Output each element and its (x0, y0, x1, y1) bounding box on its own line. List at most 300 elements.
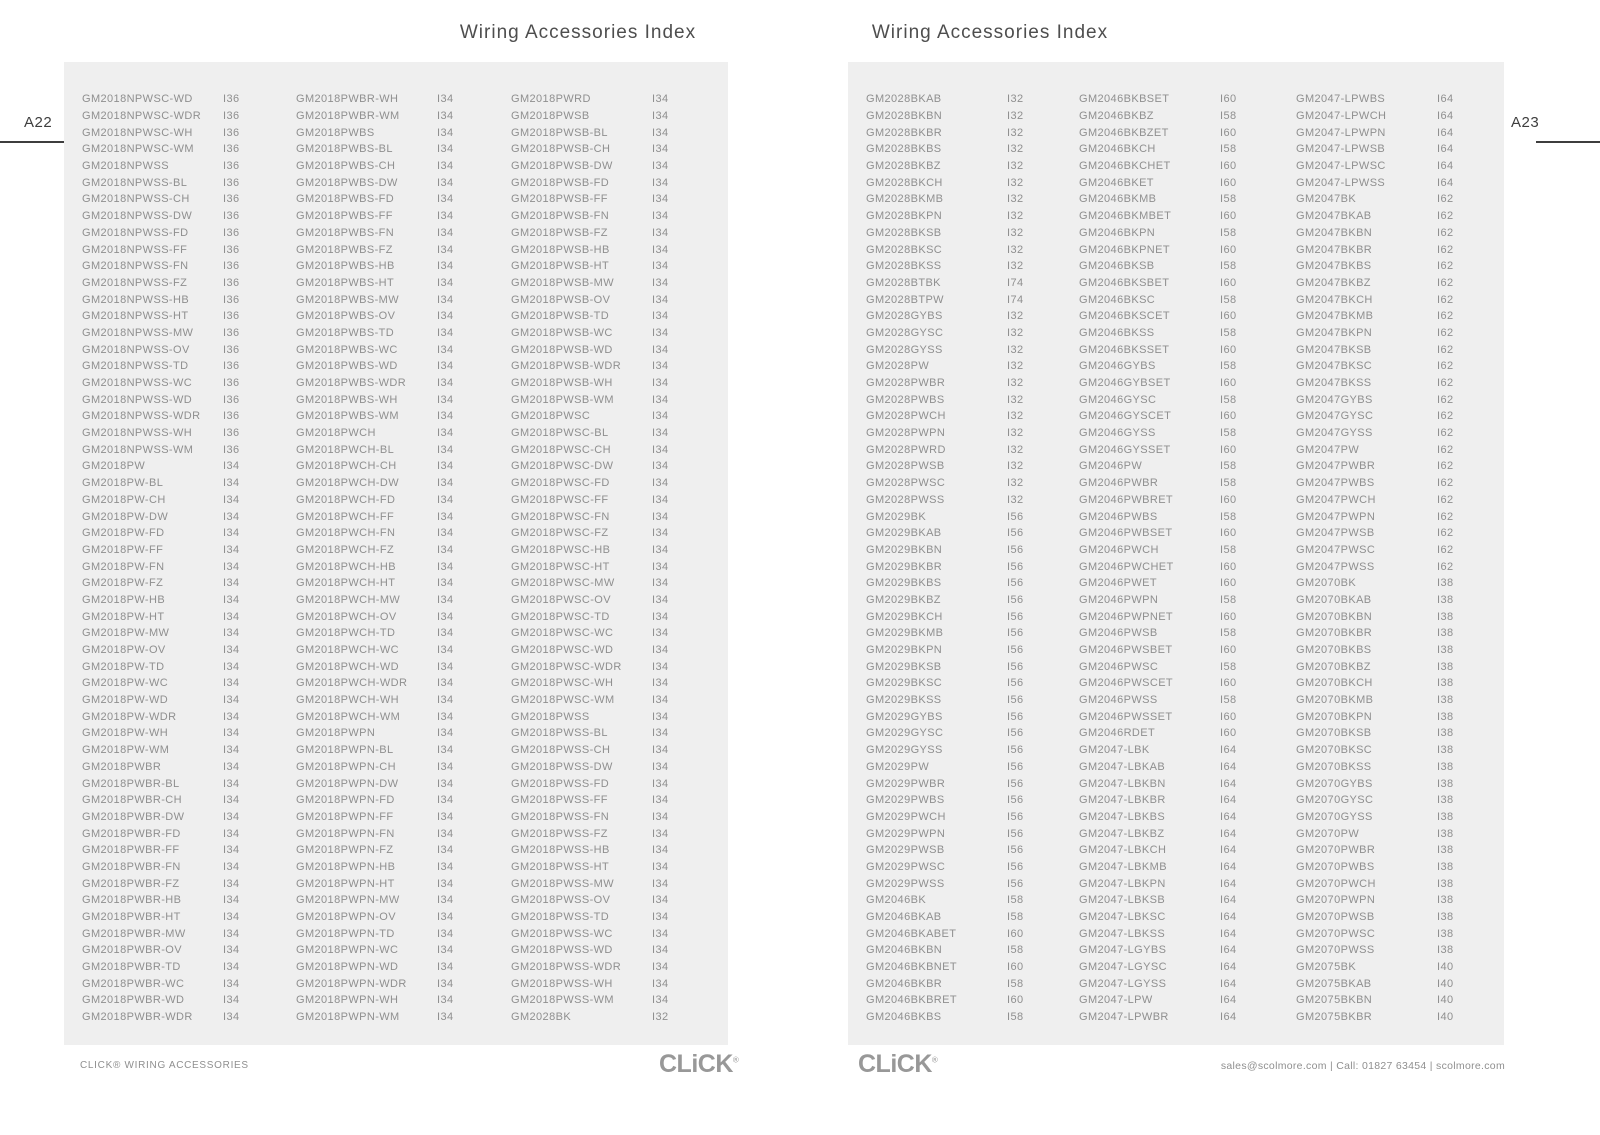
index-row (1079, 475, 1254, 492)
product-code: GM2046BKBR (866, 977, 943, 990)
product-code: GM2028BKBN (866, 110, 943, 123)
index-row (1296, 241, 1471, 258)
index-row (1079, 759, 1254, 776)
index-row (1296, 542, 1471, 559)
index-row (1079, 108, 1254, 125)
index-row (1079, 508, 1254, 525)
index-row (1079, 792, 1254, 809)
index-row (82, 859, 257, 876)
product-code: GM2070GYBS (1296, 777, 1373, 790)
index-column (511, 91, 686, 1026)
page-ref: I60 (1220, 276, 1237, 289)
index-row (1296, 925, 1471, 942)
index-row (866, 475, 1041, 492)
click-logo-text: CLiCK (659, 1050, 733, 1078)
page-ref: I32 (1007, 410, 1024, 423)
index-row (296, 825, 471, 842)
page-ref: I32 (1007, 143, 1024, 156)
index-row (511, 725, 686, 742)
page-ref: I34 (652, 160, 669, 173)
page-ref: I38 (1437, 677, 1454, 690)
product-code: GM2018PWPN-TD (296, 927, 395, 940)
page-ref: I34 (223, 677, 240, 690)
page-ref: I38 (1437, 660, 1454, 673)
index-row (1079, 708, 1254, 725)
product-code: GM2018PWPN-HB (296, 860, 396, 873)
page-ref: I34 (437, 810, 454, 823)
index-row (1296, 859, 1471, 876)
page-title-left: Wiring Accessories Index (459, 22, 697, 43)
page-ref: I34 (437, 610, 454, 623)
product-code: GM2047-LBKBN (1079, 777, 1166, 790)
product-code: GM2018PWSC-BL (511, 427, 609, 440)
product-code: GM2029GYBS (866, 710, 943, 723)
index-row (1079, 992, 1254, 1009)
product-code: GM2018PWSS-FD (511, 777, 610, 790)
page-ref: I64 (1220, 777, 1237, 790)
product-code: GM2047BKBS (1296, 260, 1372, 273)
product-code: GM2046PWSB (1079, 627, 1158, 640)
page-ref: I62 (1437, 410, 1454, 423)
product-code: GM2047PWCH (1296, 493, 1376, 506)
product-code: GM2046RDET (1079, 727, 1156, 740)
product-code: GM2028PWCH (866, 410, 946, 423)
page-ref: I64 (1220, 894, 1237, 907)
page-ref: I34 (223, 493, 240, 506)
index-row (82, 174, 257, 191)
product-code: GM2018PWCH-DW (296, 477, 399, 490)
page-ref: I38 (1437, 794, 1454, 807)
product-code: GM2029PW (866, 760, 930, 773)
index-row (1296, 308, 1471, 325)
index-row (82, 358, 257, 375)
index-row (1079, 241, 1254, 258)
index-row (1079, 675, 1254, 692)
index-row (866, 275, 1041, 292)
page-ref: I60 (1220, 243, 1237, 256)
page-ref: I34 (437, 377, 454, 390)
product-code: GM2070GYSC (1296, 794, 1374, 807)
product-code: GM2047-LBKSC (1079, 911, 1166, 924)
page-ref: I34 (652, 143, 669, 156)
index-row (511, 425, 686, 442)
index-row (866, 191, 1041, 208)
product-code: GM2018PWSS-HT (511, 860, 610, 873)
product-code: GM2070BKPN (1296, 710, 1373, 723)
page-ref: I62 (1437, 260, 1454, 273)
product-code: GM2028BKBZ (866, 160, 941, 173)
page-ref: I60 (1220, 493, 1237, 506)
page-ref: I34 (652, 827, 669, 840)
product-code: GM2029PWSC (866, 860, 946, 873)
page-ref: I34 (652, 260, 669, 273)
index-column (1079, 91, 1254, 1026)
index-row (1079, 158, 1254, 175)
product-code: GM2018NPWSS-WH (82, 427, 193, 440)
page-ref: I34 (652, 610, 669, 623)
index-row (1079, 341, 1254, 358)
index-row (866, 291, 1041, 308)
index-row (1079, 208, 1254, 225)
product-code: GM2018PWSB-WC (511, 326, 613, 339)
index-row (296, 625, 471, 642)
page-ref: I34 (652, 293, 669, 306)
product-code: GM2047-LBKAB (1079, 760, 1166, 773)
index-row (1296, 708, 1471, 725)
page-ref: I58 (1007, 894, 1024, 907)
product-code: GM2018PWSS-CH (511, 744, 611, 757)
product-code: GM2018PWBR-BL (82, 777, 180, 790)
page-ref: I34 (652, 644, 669, 657)
page-ref: I64 (1437, 93, 1454, 106)
product-code: GM2018PWCH-FF (296, 510, 395, 523)
product-code: GM2018PWPN-MW (296, 894, 400, 907)
index-row (296, 708, 471, 725)
index-row (866, 975, 1041, 992)
product-code: GM2047-LPWSB (1296, 143, 1386, 156)
page-ref: I38 (1437, 727, 1454, 740)
index-page-left (64, 62, 728, 1045)
index-row (511, 492, 686, 509)
product-code: GM2018PWBS-CH (296, 160, 396, 173)
index-row (866, 492, 1041, 509)
index-row (82, 642, 257, 659)
product-code: GM2018PWRD (511, 93, 591, 106)
product-code: GM2018PWBS-FD (296, 193, 395, 206)
page-ref: I34 (437, 1011, 454, 1024)
product-code: GM2047GYBS (1296, 393, 1373, 406)
page-ref: I60 (1220, 126, 1237, 139)
page-ref: I56 (1007, 744, 1024, 757)
registered-mark: ® (732, 1055, 739, 1065)
page-ref: I38 (1437, 944, 1454, 957)
index-row (296, 942, 471, 959)
page-ref: I34 (652, 193, 669, 206)
product-code: GM2018PWCH-CH (296, 460, 397, 473)
index-row (1296, 959, 1471, 976)
product-code: GM2018PWCH-FN (296, 527, 396, 540)
index-row (82, 108, 257, 125)
product-code: GM2046BKCHET (1079, 160, 1171, 173)
product-code: GM2018PWBR-WC (82, 977, 185, 990)
product-code: GM2029BKMB (866, 627, 944, 640)
index-row (866, 842, 1041, 859)
page-ref: I36 (223, 276, 240, 289)
index-row (866, 408, 1041, 425)
index-row (1079, 191, 1254, 208)
product-code: GM2018NPWSS-HT (82, 310, 189, 323)
product-code: GM2018NPWSS-FZ (82, 276, 188, 289)
page-ref: I60 (1220, 410, 1237, 423)
index-row (1296, 775, 1471, 792)
index-row (82, 341, 257, 358)
product-code: GM2047-LBKBS (1079, 810, 1166, 823)
index-row (1079, 458, 1254, 475)
index-row (1296, 358, 1471, 375)
index-row (511, 892, 686, 909)
page-ref: I40 (1437, 994, 1454, 1007)
page-ref: I38 (1437, 777, 1454, 790)
product-code: GM2046BKBZET (1079, 126, 1169, 139)
page-ref: I34 (652, 627, 669, 640)
page-ref: I38 (1437, 844, 1454, 857)
product-code: GM2028PWSB (866, 460, 945, 473)
index-row (1079, 725, 1254, 742)
product-code: GM2018PWBR-CH (82, 794, 182, 807)
page-ref: I38 (1437, 610, 1454, 623)
product-code: GM2018NPWSS-WDR (82, 410, 201, 423)
page-ref: I38 (1437, 593, 1454, 606)
index-row (82, 692, 257, 709)
footer-brand-text: CLICK® WIRING ACCESSORIES (80, 1060, 249, 1071)
index-row (296, 792, 471, 809)
product-code: GM2018PWSC-FN (511, 510, 610, 523)
product-code: GM2018PWCH-BL (296, 443, 395, 456)
product-code: GM2018PWSS-MW (511, 877, 614, 890)
index-row (296, 892, 471, 909)
page-ref: I64 (1437, 176, 1454, 189)
index-row (296, 308, 471, 325)
page-ref: I34 (437, 176, 454, 189)
product-code: GM2046BKBSET (1079, 93, 1170, 106)
index-row (511, 625, 686, 642)
product-code: GM2018PW-FF (82, 543, 164, 556)
registered-mark: ® (931, 1055, 938, 1065)
product-code: GM2046PWBSET (1079, 527, 1173, 540)
page-ref: I34 (437, 160, 454, 173)
index-row (1079, 441, 1254, 458)
index-row (82, 375, 257, 392)
index-row (1296, 1009, 1471, 1026)
index-row (1079, 91, 1254, 108)
page-ref: I34 (223, 894, 240, 907)
page-ref: I60 (1220, 310, 1237, 323)
index-row (82, 708, 257, 725)
product-code: GM2018PWSB (511, 110, 590, 123)
product-code: GM2018PW (82, 460, 146, 473)
page-ref: I34 (652, 377, 669, 390)
page-ref: I36 (223, 210, 240, 223)
product-code: GM2018PWSS-WM (511, 994, 614, 1007)
product-code: GM2047-LGYSS (1079, 977, 1167, 990)
index-column (296, 91, 471, 1026)
page-ref: I34 (437, 644, 454, 657)
product-code: GM2018PWSB-FF (511, 193, 608, 206)
index-row (1079, 325, 1254, 342)
index-column (82, 91, 257, 1026)
index-row (296, 809, 471, 826)
product-code: GM2018PWCH-TD (296, 627, 396, 640)
index-row (82, 158, 257, 175)
product-code: GM2047GYSS (1296, 427, 1373, 440)
product-code: GM2028PW (866, 360, 930, 373)
index-row (511, 825, 686, 842)
product-code: GM2018PWSB-OV (511, 293, 611, 306)
page-ref: I60 (1220, 610, 1237, 623)
index-row (296, 859, 471, 876)
product-code: GM2018NPWSC-WDR (82, 110, 202, 123)
product-code: GM2018PWSS-WH (511, 977, 613, 990)
product-code: GM2070PWCH (1296, 877, 1376, 890)
page-ref: I34 (437, 894, 454, 907)
page-ref: I56 (1007, 727, 1024, 740)
index-row (1296, 608, 1471, 625)
page-ref: I34 (437, 343, 454, 356)
product-code: GM2046BKSS (1079, 326, 1155, 339)
page-ref: I34 (652, 660, 669, 673)
product-code: GM2018PWBS-HB (296, 260, 395, 273)
index-row (511, 141, 686, 158)
product-code: GM2029PWPN (866, 827, 946, 840)
page-ref: I36 (223, 193, 240, 206)
page-ref: I64 (1220, 810, 1237, 823)
page-ref: I56 (1007, 694, 1024, 707)
page-ref: I64 (1220, 744, 1237, 757)
product-code: GM2070BKBR (1296, 627, 1373, 640)
index-row (866, 825, 1041, 842)
index-row (1079, 492, 1254, 509)
page-ref: I34 (652, 877, 669, 890)
index-row (1296, 892, 1471, 909)
page-ref: I34 (437, 827, 454, 840)
page-ref: I34 (652, 760, 669, 773)
index-row (511, 642, 686, 659)
page-ref: I34 (437, 527, 454, 540)
product-code: GM2070PWBR (1296, 844, 1376, 857)
product-code: GM2018PWPN-CH (296, 760, 396, 773)
product-code: GM2047-LBKBZ (1079, 827, 1165, 840)
page-ref: I36 (223, 343, 240, 356)
index-row (866, 325, 1041, 342)
page-ref: I34 (652, 927, 669, 940)
page-ref: I34 (223, 794, 240, 807)
product-code: GM2018PWSC-FD (511, 477, 610, 490)
product-code: GM2018PW-CH (82, 493, 166, 506)
index-row (1079, 391, 1254, 408)
page-ref: I34 (223, 994, 240, 1007)
product-code: GM2018PWPN-FN (296, 827, 395, 840)
index-row (82, 925, 257, 942)
page-ref: I34 (437, 994, 454, 1007)
product-code: GM2046GYBSET (1079, 377, 1171, 390)
page-ref: I34 (652, 443, 669, 456)
product-code: GM2047BKSB (1296, 343, 1372, 356)
index-row (1079, 592, 1254, 609)
product-code: GM2018PW-OV (82, 644, 166, 657)
page-ref: I64 (1437, 160, 1454, 173)
page-ref: I58 (1220, 427, 1237, 440)
product-code: GM2018PWPN-WC (296, 944, 399, 957)
page-ref: I64 (1220, 860, 1237, 873)
page-ref: I36 (223, 260, 240, 273)
index-row (866, 658, 1041, 675)
index-row (1296, 375, 1471, 392)
page-ref: I36 (223, 377, 240, 390)
page-ref: I34 (652, 961, 669, 974)
product-code: GM2018PWBS-WD (296, 360, 398, 373)
index-row (866, 759, 1041, 776)
index-row (82, 124, 257, 141)
product-code: GM2046BKSSET (1079, 343, 1170, 356)
product-code: GM2046GYBS (1079, 360, 1156, 373)
index-row (296, 158, 471, 175)
index-row (511, 742, 686, 759)
page-ref: I34 (223, 560, 240, 573)
page-ref: I34 (437, 110, 454, 123)
page-ref: I36 (223, 427, 240, 440)
index-row (1296, 275, 1471, 292)
product-code: GM2046BKMBET (1079, 210, 1172, 223)
page-ref: I32 (1007, 193, 1024, 206)
index-row (82, 759, 257, 776)
product-code: GM2018PWBS-DW (296, 176, 398, 189)
product-code: GM2018PW-MW (82, 627, 170, 640)
product-code: GM2018PWPN-WM (296, 1011, 400, 1024)
product-code: GM2047PWBS (1296, 477, 1375, 490)
page-ref: I64 (1220, 977, 1237, 990)
product-code: GM2070PWSC (1296, 927, 1376, 940)
product-code: GM2047-LPWPN (1296, 126, 1386, 139)
index-row (82, 892, 257, 909)
page-ref: I60 (1220, 343, 1237, 356)
index-row (511, 675, 686, 692)
page-ref: I34 (652, 543, 669, 556)
product-code: GM2047PWPN (1296, 510, 1376, 523)
index-row (82, 458, 257, 475)
page-ref: I64 (1220, 794, 1237, 807)
page-ref: I64 (1220, 994, 1237, 1007)
page-ref: I34 (652, 126, 669, 139)
index-row (82, 675, 257, 692)
page-ref: I34 (223, 710, 240, 723)
index-row (866, 158, 1041, 175)
index-row (82, 291, 257, 308)
page-ref: I60 (1220, 644, 1237, 657)
index-row (866, 108, 1041, 125)
index-row (82, 959, 257, 976)
product-code: GM2018PWBR-OV (82, 944, 182, 957)
index-row (296, 441, 471, 458)
index-row (1296, 108, 1471, 125)
index-row (296, 408, 471, 425)
index-row (296, 508, 471, 525)
product-code: GM2029BK (866, 510, 927, 523)
page-ref: I34 (437, 593, 454, 606)
index-row (866, 425, 1041, 442)
page-ref: I64 (1220, 961, 1237, 974)
product-code: GM2046PWCH (1079, 543, 1159, 556)
product-code: GM2046PWBRET (1079, 493, 1174, 506)
index-row (296, 1009, 471, 1026)
index-row (866, 358, 1041, 375)
product-code: GM2018PWCH-WDR (296, 677, 408, 690)
index-row (511, 124, 686, 141)
index-row (82, 825, 257, 842)
index-row (1079, 375, 1254, 392)
product-code: GM2018PW-WC (82, 677, 169, 690)
product-code: GM2018PW-TD (82, 660, 165, 673)
product-code: GM2047PWSC (1296, 543, 1376, 556)
index-row (1079, 408, 1254, 425)
product-code: GM2018PWBR-HB (82, 894, 182, 907)
product-code: GM2018PWPN-DW (296, 777, 399, 790)
page-ref: I36 (223, 360, 240, 373)
index-row (511, 875, 686, 892)
product-code: GM2028PWBS (866, 393, 945, 406)
page-ref: I34 (652, 593, 669, 606)
page-ref: I58 (1007, 944, 1024, 957)
page-ref: I34 (652, 677, 669, 690)
